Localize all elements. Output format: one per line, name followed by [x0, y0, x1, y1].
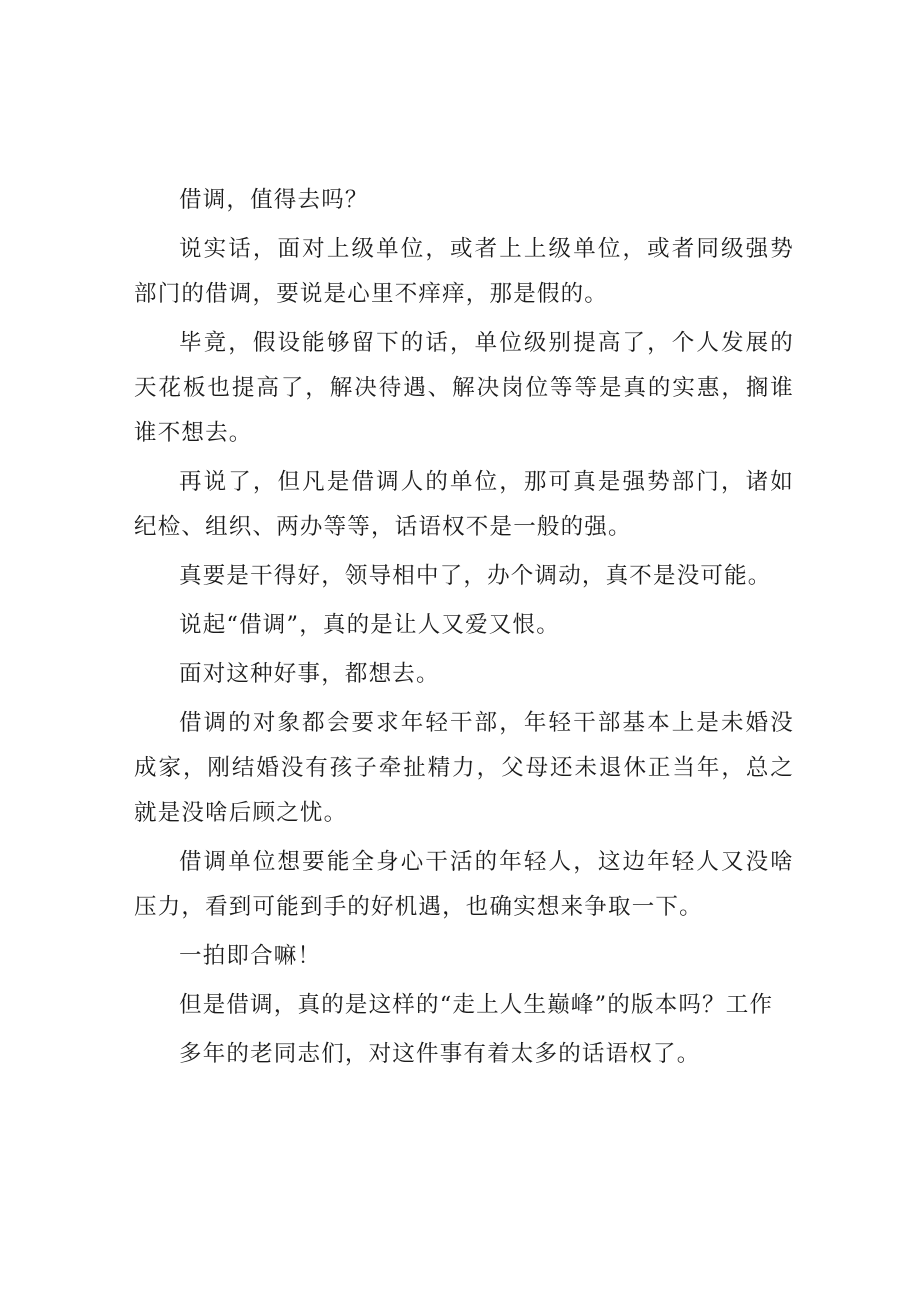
paragraph-title-question: 借调，值得去吗？ — [179, 187, 369, 213]
paragraph: 一拍即合嘛！ — [179, 943, 322, 969]
paragraph: 但是借调，真的是这样的“走上人生巅峰”的版本吗？工作 — [179, 992, 774, 1018]
article-body — [134, 178, 794, 1081]
paragraph: 再说了，但凡是借调人的单位，那可真是强势部门，诸如纪检、组织、两办等等，话语权不是一般的强。 — [134, 469, 794, 540]
paragraph: 借调单位想要能全身心干活的年轻人，这边年轻人又没啥压力，看到可能到手的好机遇，也确实想来争取一下。 — [134, 849, 794, 920]
paragraph: 面对这种好事，都想去。 — [179, 661, 440, 687]
paragraph: 真要是干得好，领导相中了，办个调动，真不是没可能。 — [179, 563, 772, 589]
paragraph: 借调的对象都会要求年轻干部，年轻干部基本上是未婚没成家，刚结婚没有孩子牵扯精力，父母还未退休正当年，总之就是没啥后顾之忧。 — [134, 710, 794, 826]
paragraph: 说起“借调”，真的是让人又爱又恨。 — [179, 612, 560, 638]
paragraph: 说实话，面对上级单位，或者上上级单位，或者同级强势部门的借调，要说是心里不痒痒，那是假的。 — [134, 236, 794, 307]
paragraph: 多年的老同志们，对这件事有着太多的话语权了。 — [179, 1041, 701, 1067]
paragraph: 毕竟，假设能够留下的话，单位级别提高了，个人发展的天花板也提高了，解决待遇、解决岗位等等是真的实惠，搁谁谁不想去。 — [134, 330, 794, 446]
